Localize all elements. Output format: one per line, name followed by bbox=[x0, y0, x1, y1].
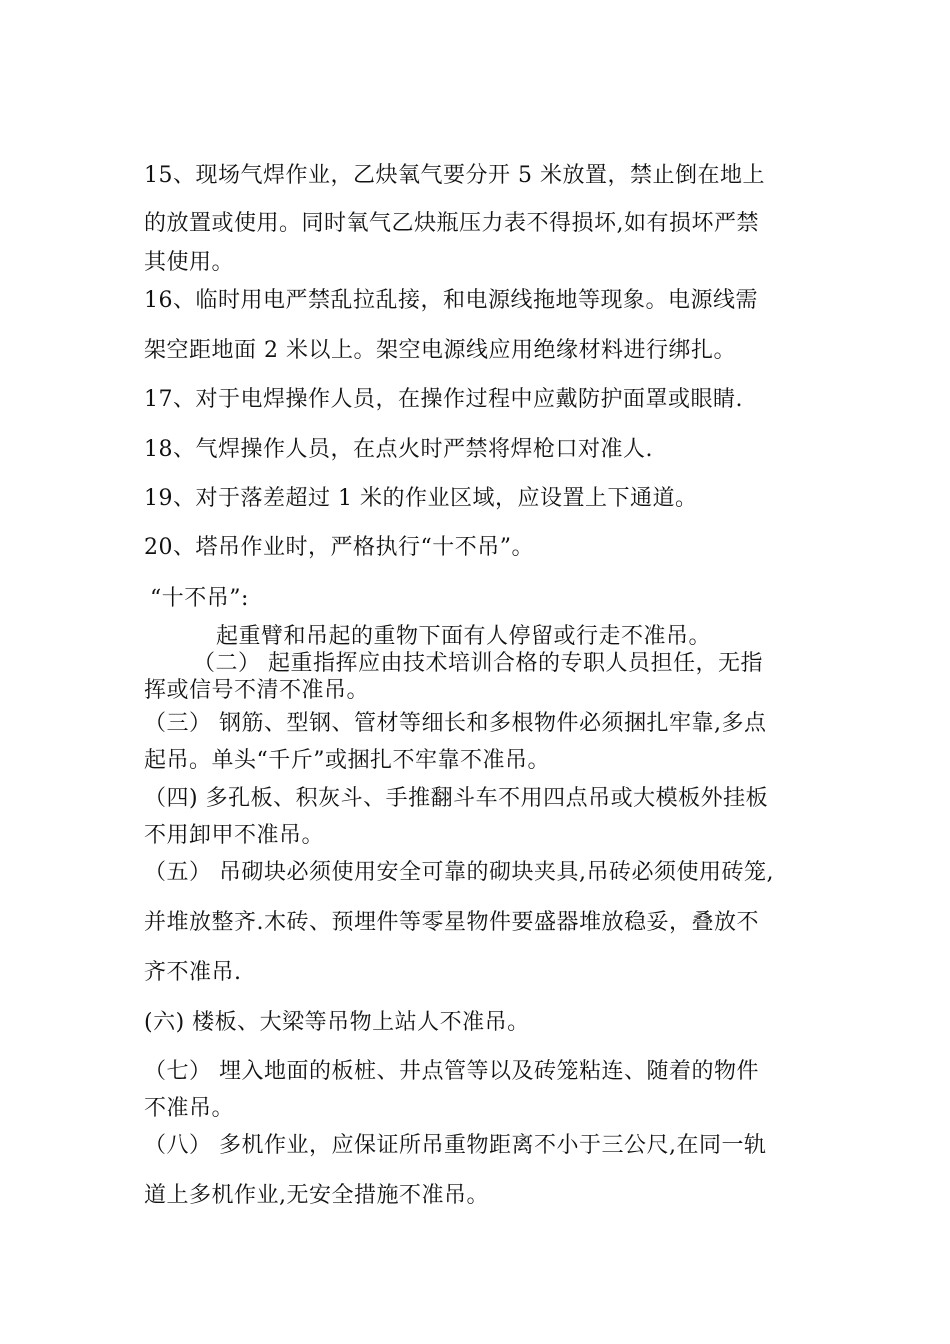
rule-7-line-1: （七） 埋入地面的板桩、井点管等以及砖笼粘连、随着的物件 bbox=[144, 1059, 759, 1084]
rule-5-line-2: 并堆放整齐.木砖、预埋件等零星物件要盛器堆放稳妥，叠放不 bbox=[144, 910, 759, 935]
item-15-line-3: 其使用。 bbox=[144, 250, 235, 275]
item-16-line-1: 16、临时用电严禁乱拉乱接，和电源线拖地等现象。电源线需 bbox=[144, 288, 758, 313]
rule-8-line-1: （八） 多机作业，应保证所吊重物距离不小于三公尺,在同一轨 bbox=[144, 1133, 767, 1158]
rule-5-line-3: 齐不准吊. bbox=[144, 960, 242, 985]
rule-3-line-2: 起吊。单头“千斤”或捆扎不牢靠不准吊。 bbox=[144, 748, 550, 773]
item-19: 19、对于落差超过 1 米的作业区域，应设置上下通道。 bbox=[144, 486, 698, 511]
item-20: 20、塔吊作业时，严格执行“十不吊”。 bbox=[144, 535, 534, 560]
rule-2-line-2: 挥或信号不清不准吊。 bbox=[144, 678, 370, 703]
item-15-line-2: 的放置或使用。同时氧气乙炔瓶压力表不得损坏,如有损坏严禁 bbox=[144, 211, 759, 236]
rule-4-line-2: 不用卸甲不准吊。 bbox=[144, 823, 325, 848]
ten-rules-heading: “十不吊”: bbox=[150, 586, 249, 611]
item-15-line-1: 15、现场气焊作业，乙炔氧气要分开 5 米放置，禁止倒在地上 bbox=[144, 163, 765, 188]
rule-8-line-2: 道上多机作业,无安全措施不准吊。 bbox=[144, 1183, 489, 1208]
rule-4-line-1: （四) 多孔板、积灰斗、手推翻斗车不用四点吊或大模板外挂板 bbox=[144, 786, 769, 811]
rule-3-line-1: （三） 钢筋、型钢、管材等细长和多根物件必须捆扎牢靠,多点 bbox=[144, 711, 767, 736]
rule-5-line-1: （五） 吊砌块必须使用安全可靠的砌块夹具,吊砖必须使用砖笼, bbox=[144, 860, 774, 885]
rule-2-line-1: （二） 起重指挥应由技术培训合格的专职人员担任，无指 bbox=[193, 651, 763, 676]
rule-1: 起重臂和吊起的重物下面有人停留或行走不准吊。 bbox=[216, 624, 712, 649]
item-16-line-2: 架空距地面 2 米以上。架空电源线应用绝缘材料进行绑扎。 bbox=[144, 338, 736, 363]
rule-6: (六) 楼板、大梁等吊物上站人不准吊。 bbox=[144, 1010, 530, 1035]
item-18: 18、气焊操作人员，在点火时严禁将焊枪口对准人. bbox=[144, 437, 653, 462]
rule-7-line-2: 不准吊。 bbox=[144, 1096, 235, 1121]
item-17: 17、对于电焊操作人员，在操作过程中应戴防护面罩或眼睛. bbox=[144, 387, 743, 412]
